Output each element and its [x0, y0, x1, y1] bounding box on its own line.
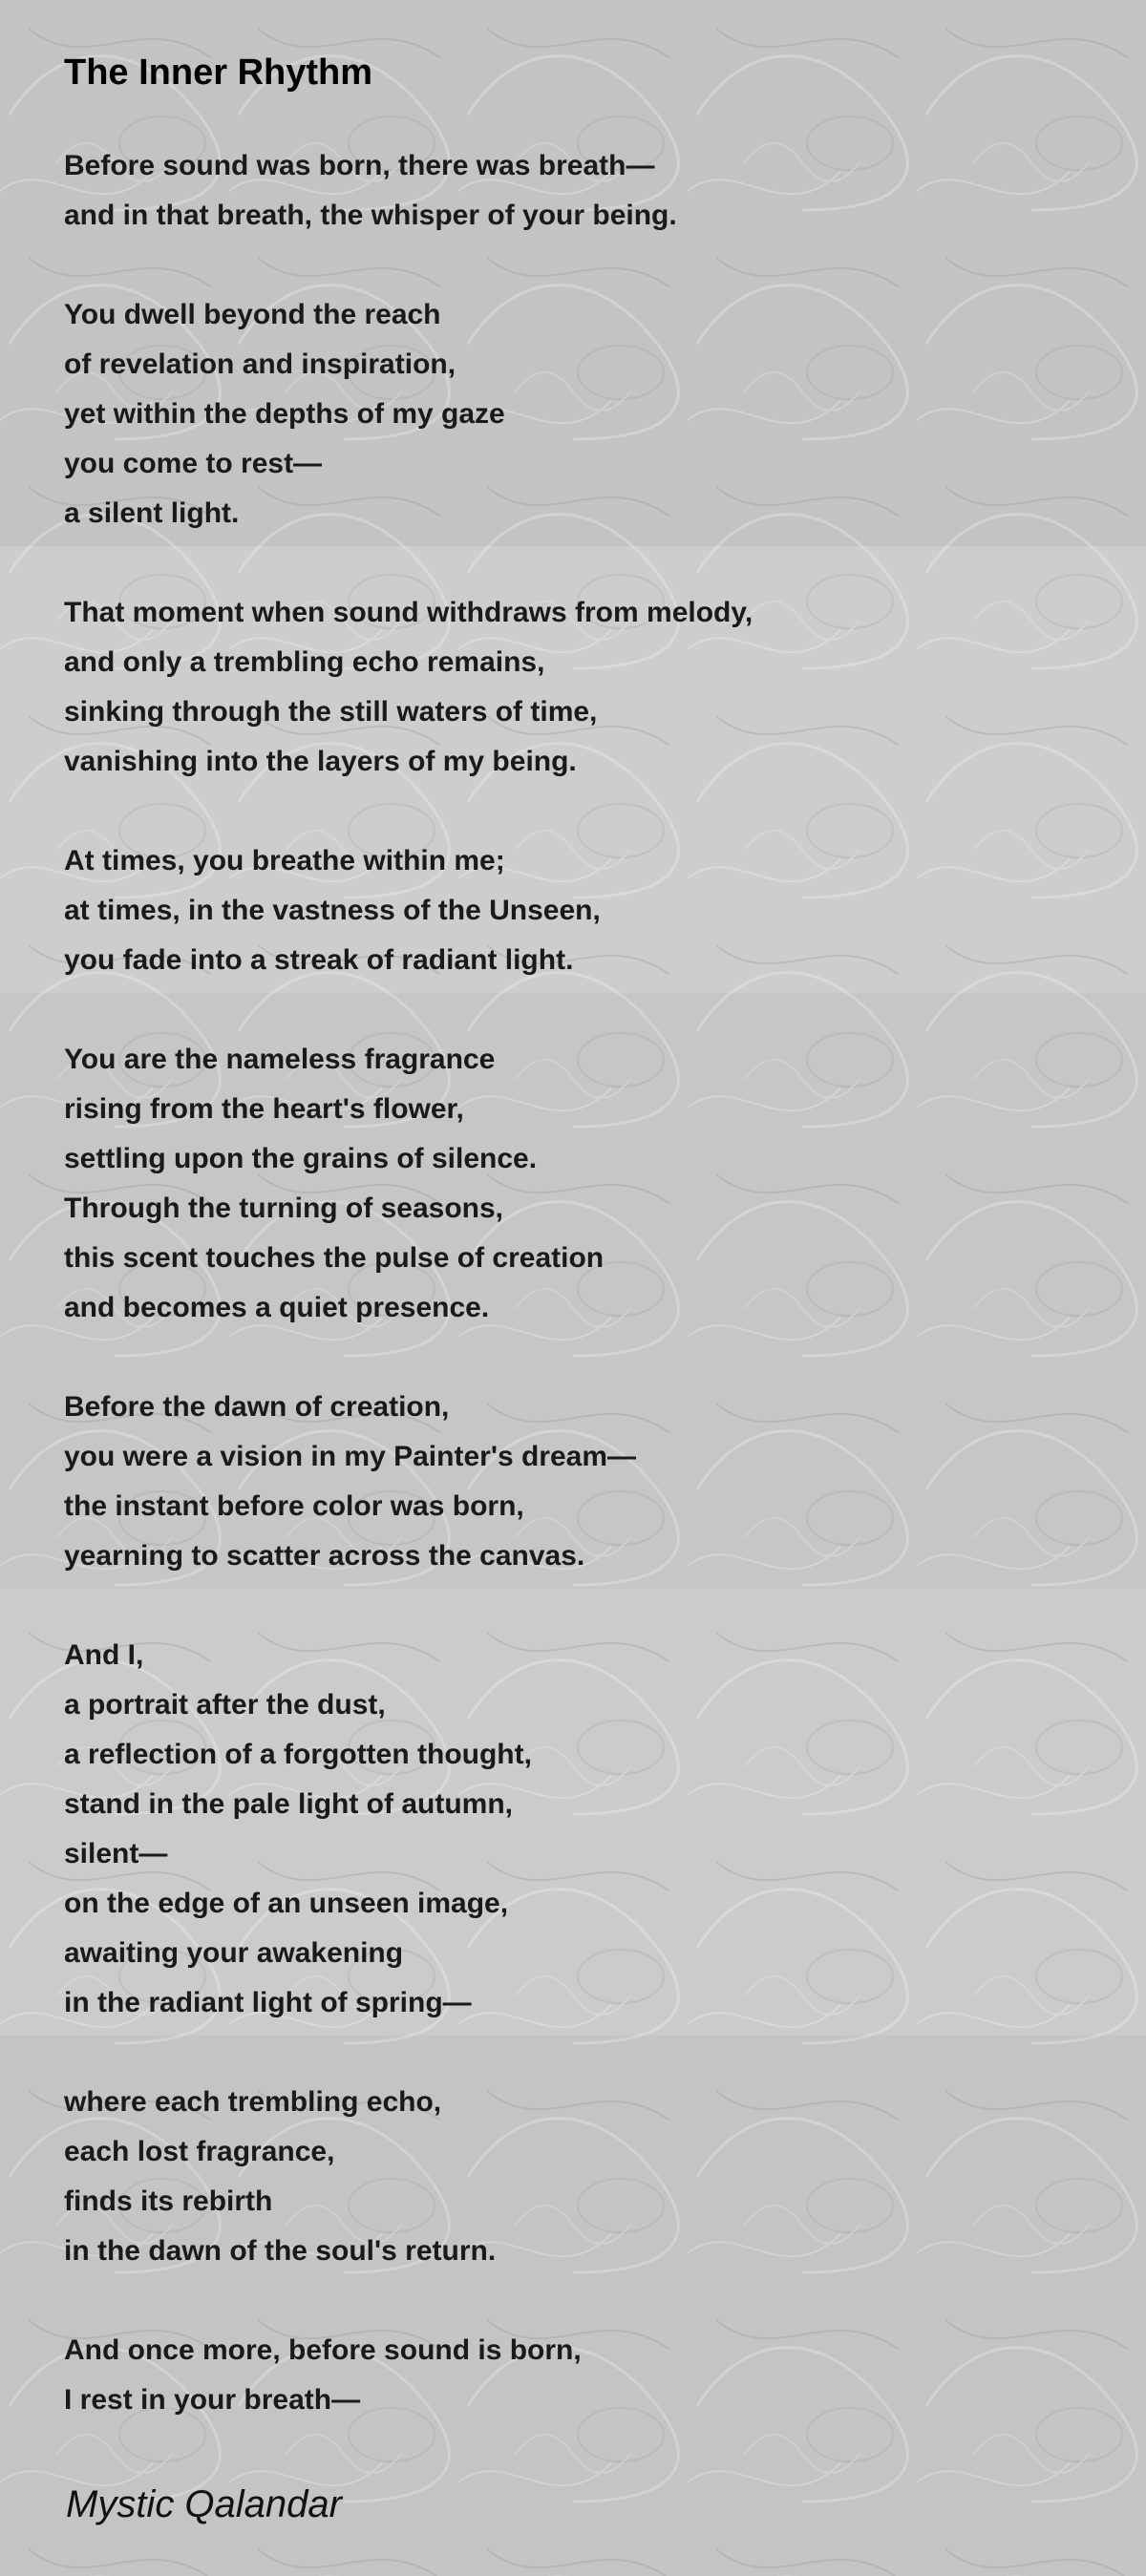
poem-line: and in that breath, the whisper of your being. [64, 200, 677, 231]
poem-line: rising from the heart's flower, [64, 1093, 464, 1125]
poem-line: settling upon the grains of silence. [64, 1143, 538, 1174]
poem-line: awaiting your awakening [64, 1937, 404, 1969]
stanza [64, 836, 753, 985]
poem-line: yet within the depths of my gaze [64, 398, 505, 430]
poem-line: on the edge of an unseen image, [64, 1888, 509, 1919]
poem-line: and only a trembling echo remains, [64, 646, 545, 678]
poem-line: where each trembling echo, [64, 2086, 442, 2118]
poem-line: and becomes a quiet presence. [64, 1292, 490, 1323]
poem-line: in the radiant light of spring— [64, 1987, 472, 2018]
stanza [64, 1035, 753, 1333]
poem-line: a portrait after the dust, [64, 1689, 386, 1721]
poem-line: a reflection of a forgotten thought, [64, 1739, 532, 1770]
poem-line: of revelation and inspiration, [64, 348, 456, 380]
poem-body [64, 141, 753, 2475]
stanza [64, 588, 753, 787]
poem-line: the instant before color was born, [64, 1490, 524, 1522]
poem-line: this scent touches the pulse of creation [64, 1242, 605, 1274]
poem-line: I rest in your breath— [64, 2384, 361, 2416]
poem-line: Through the turning of seasons, [64, 1193, 503, 1224]
stanza [64, 2326, 753, 2425]
stanza [64, 1383, 753, 1581]
poem-line: And once more, before sound is born, [64, 2334, 582, 2366]
poem-line: You are the nameless fragrance [64, 1044, 496, 1075]
stanza [64, 1631, 753, 2028]
poem-line: you were a vision in my Painter's dream— [64, 1441, 637, 1472]
poem-title: The Inner Rhythm [64, 53, 373, 93]
stanza [64, 141, 753, 241]
poem-line: And I, [64, 1639, 144, 1671]
poem-line: you fade into a streak of radiant light. [64, 944, 574, 976]
poem-author: Mystic Qalandar [66, 2483, 342, 2525]
stanza [64, 290, 753, 538]
poem-line: At times, you breathe within me; [64, 845, 505, 876]
poem-line: Before sound was born, there was breath— [64, 150, 655, 181]
poem-line: each lost fragrance, [64, 2136, 335, 2167]
stanza [64, 2078, 753, 2276]
poem-line: silent— [64, 1838, 168, 1869]
poem-line: at times, in the vastness of the Unseen, [64, 895, 601, 926]
poem-line: You dwell beyond the reach [64, 299, 441, 330]
poem-line: a silent light. [64, 497, 240, 529]
poem-line: in the dawn of the soul's return. [64, 2235, 497, 2267]
poem-line: yearning to scatter across the canvas. [64, 1540, 585, 1572]
poem-line: you come to rest— [64, 448, 323, 479]
poem-line: vanishing into the layers of my being. [64, 746, 577, 777]
poem-line: That moment when sound withdraws from melody, [64, 597, 753, 628]
poem-line: finds its rebirth [64, 2185, 273, 2217]
poem-line: Before the dawn of creation, [64, 1391, 450, 1423]
poem-line: stand in the pale light of autumn, [64, 1788, 513, 1820]
poem-line: sinking through the still waters of time, [64, 696, 598, 728]
